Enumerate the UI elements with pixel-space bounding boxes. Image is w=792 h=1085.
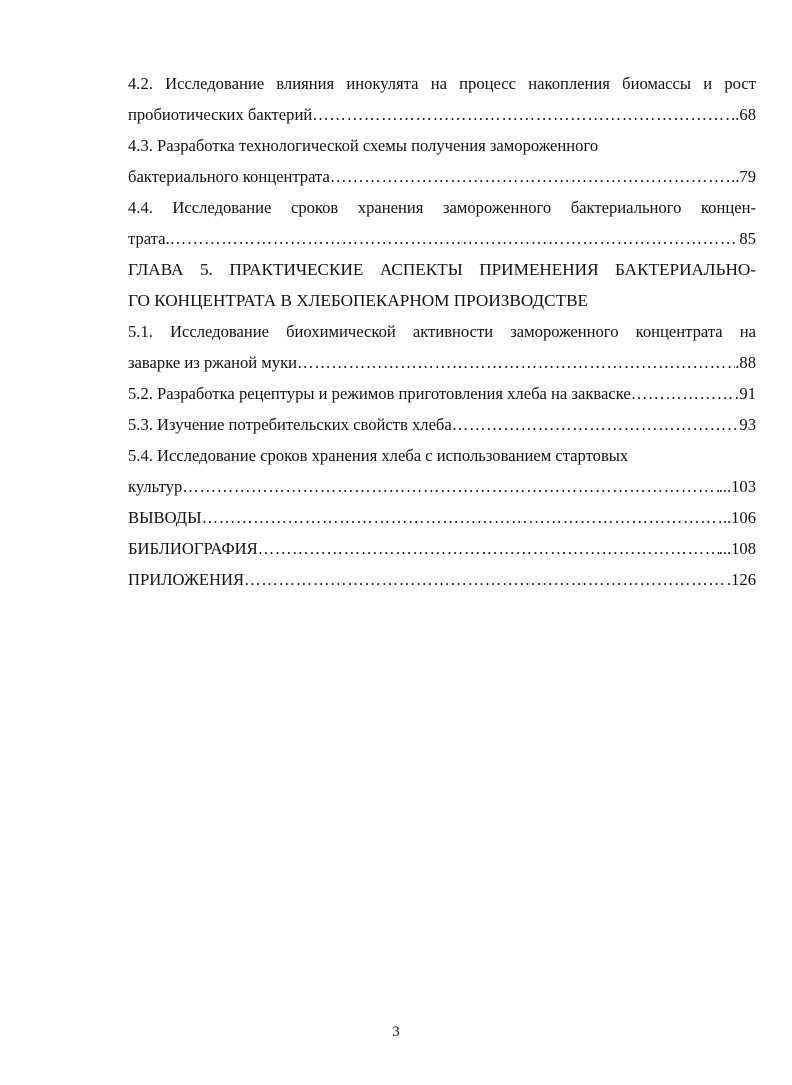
toc-entry-5-4-page: ...103 (718, 477, 756, 496)
toc-entry-4-2-title-end: пробиотических бактерий (128, 105, 313, 124)
toc-entry-appendices-page: .126 (726, 570, 756, 589)
table-of-contents (128, 68, 756, 595)
toc-entry-4-4-line2 (128, 223, 756, 254)
toc-entry-appendices (128, 564, 756, 595)
toc-entry-5-4-title-end: культур (128, 477, 183, 496)
toc-entry-4-3-title-end: бактериального концентрата (128, 167, 330, 186)
toc-entry-4-2-line2 (128, 99, 756, 130)
dot-leader (170, 223, 740, 254)
dot-leader (330, 161, 731, 192)
toc-entry-4-3-line2 (128, 161, 756, 192)
toc-entry-4-3-page: ..79 (731, 167, 756, 186)
toc-entry-conclusions-page: ..106 (722, 508, 756, 527)
toc-entry-appendices-title: ПРИЛОЖЕНИЯ (128, 570, 245, 589)
dot-leader (452, 409, 740, 440)
toc-chapter-5-line2: ГО КОНЦЕНТРАТА В ХЛЕБОПЕКАРНОМ ПРОИЗВОДСТВЕ (128, 291, 589, 310)
page-number: 3 (392, 1024, 400, 1040)
toc-entry-5-2 (128, 378, 756, 409)
toc-entry-conclusions-title: ВЫВОДЫ (128, 508, 202, 527)
toc-entry-5-3 (128, 409, 756, 440)
toc-entry-4-4-page: 85 (739, 229, 756, 248)
dot-leader (312, 99, 731, 130)
toc-entry-5-4-line1: 5.4. Исследование сроков хранения хлеба с использованием стартовых (128, 446, 629, 465)
dot-leader (182, 471, 718, 502)
toc-entry-5-2-page: 91 (739, 384, 756, 403)
toc-entry-4-3-line1: 4.3. Разработка технологической схемы получения замороженного (128, 136, 599, 155)
dot-leader (202, 502, 723, 533)
toc-entry-4-4-line1: 4.4. Исследование сроков хранения замороженного бактериального концен- (128, 198, 756, 217)
toc-entry-bibliography-page: ...108 (718, 539, 756, 558)
toc-entry-5-4-line2 (128, 471, 756, 502)
toc-chapter-5-line1: ГЛАВА 5. ПРАКТИЧЕСКИЕ АСПЕКТЫ ПРИМЕНЕНИЯ БАКТЕРИАЛЬНО- (128, 260, 756, 279)
dot-leader (258, 533, 719, 564)
toc-entry-5-3-page: 93 (739, 415, 756, 434)
toc-entry-5-1-title-end: заварке из ржаной муки (128, 353, 298, 372)
toc-entry-4-2-page: ..68 (731, 105, 756, 124)
toc-entry-4-2-line1: 4.2. Исследование влияния инокулята на процесс накопления биомассы и рост (128, 74, 756, 93)
toc-entry-5-1-page: .88 (735, 353, 756, 372)
toc-entry-5-1-line1: 5.1. Исследование биохимической активности замороженного концентрата на (128, 322, 756, 341)
toc-entry-4-4-title-end: трата. (128, 229, 170, 248)
toc-entry-5-2-title: 5.2. Разработка рецептуры и режимов приготовления хлеба на закваске (128, 384, 631, 403)
toc-entry-conclusions (128, 502, 756, 533)
dot-leader (244, 564, 727, 595)
dot-leader (297, 347, 735, 378)
dot-leader (631, 378, 740, 409)
toc-entry-5-3-title: 5.3. Изучение потребительских свойств хлеба (128, 415, 452, 434)
toc-entry-bibliography (128, 533, 756, 564)
toc-entry-bibliography-title: БИБЛИОГРАФИЯ (128, 539, 258, 558)
toc-entry-5-1-line2 (128, 347, 756, 378)
